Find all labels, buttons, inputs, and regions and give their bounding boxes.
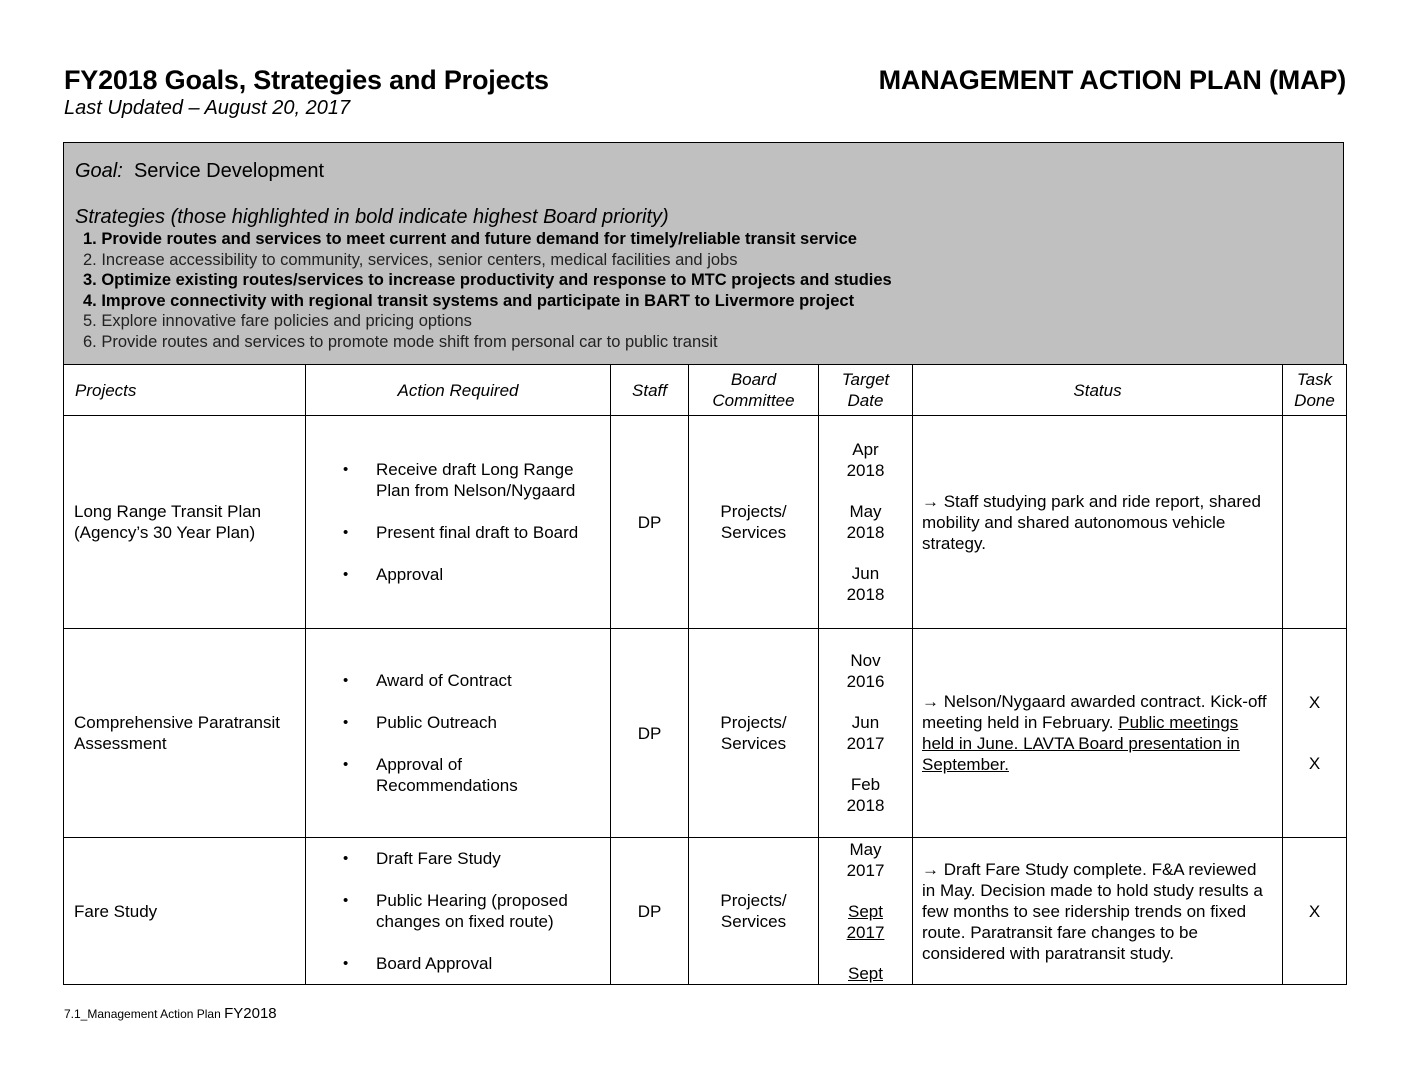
project-cell [64,416,306,629]
status-text-underlined: Public meetings held in June. LAVTA Board presentation in September. [922,713,1240,774]
task-done-cell [1283,629,1347,838]
strategies-list [83,229,892,352]
task-done-cell [1283,838,1347,985]
header-text: Committee [712,391,795,410]
col-header-board-committee [689,365,819,416]
col-header-task-done [1283,365,1347,416]
header-text: Task [1296,370,1333,389]
action-item: • Approval [376,564,610,585]
col-header-staff: Staff [611,365,689,416]
header-text: Board [730,370,777,389]
staff-cell: DP [611,838,689,985]
committee-text: Projects/ [720,713,787,732]
committee-text: Services [720,523,787,542]
staff-cell: DP [611,416,689,629]
projects-table [63,364,1347,985]
target-date: Apr 2018 [846,440,885,480]
strategy-item: 6. Provide routes and services to promote mode shift from personal car to public transit [83,332,718,351]
committee-cell [689,416,819,629]
plan-title: MANAGEMENT ACTION PLAN (MAP) [878,65,1346,95]
target-date-cell [819,838,913,985]
target-date: May 2017 [846,839,885,880]
project-subtitle: Assessment [74,734,167,753]
task-done-mark: X [1308,754,1321,773]
project-name: Fare Study [74,901,158,921]
project-cell [64,838,306,985]
task-done-mark: X [1308,693,1321,712]
target-date-cell [819,629,913,838]
header-text: Date [847,391,884,410]
staff-cell: DP [611,629,689,838]
target-date: Nov 2016 [846,651,885,691]
col-header-projects: Projects [64,365,306,416]
goal-strategies-panel [63,142,1344,364]
status-text: → Staff studying park and ride report, shared mobility and shared autonomous vehicle strategy. [922,491,1261,553]
page-footer [64,1005,277,1023]
task-done-cell [1283,416,1347,629]
target-date: Jun 2017 [846,713,885,753]
status-cell [913,838,1283,985]
strategies-heading: Strategies (those highlighted in bold indicate highest Board priority) [75,206,669,228]
table-header-row [64,365,1347,416]
col-header-status: Status [913,365,1283,416]
action-list [306,670,610,796]
target-date: May 2018 [846,502,885,542]
action-item: • Award of Contract [376,670,610,691]
target-date: Feb 2018 [846,775,885,815]
target-date: Sept 2017 [846,901,885,942]
status-cell [913,416,1283,629]
table-row [64,629,1347,838]
goal-label: Goal: [75,160,123,182]
goal-value: Service Development [133,160,325,182]
table-row [64,838,1347,985]
committee-text: Services [720,734,787,753]
target-date-cell [819,416,913,629]
status-cell [913,629,1283,838]
last-updated: Last Updated – August 20, 2017 [64,97,351,119]
status-text: → Draft Fare Study complete. F&A reviewed in May. Decision made to hold study results a few months to see ridership trends on fixed route. Paratransit fare changes to be considered with paratransit study. [922,859,1263,963]
action-cell [306,838,611,985]
action-cell [306,629,611,838]
task-done-mark: X [1308,901,1321,921]
target-date: Jun 2018 [846,564,885,604]
col-header-target-date [819,365,913,416]
footer-filename: 7.1_Management Action Plan [64,1007,225,1021]
action-item: • Board Approval [376,953,610,974]
status-text: → Nelson/Nygaard awarded contract. Kick-off meeting held in February. [922,692,1267,732]
project-name: Comprehensive Paratransit [74,713,280,732]
action-cell [306,416,611,629]
action-item: • Approval of Recommendations [376,754,536,796]
action-item: • Draft Fare Study [376,848,610,869]
goal-line [75,158,324,184]
action-item: • Receive draft Long Range Plan from Nelson/Nygaard [376,459,610,501]
strategy-item: 4. Improve connectivity with regional transit systems and participate in BART to Livermore project [83,291,855,310]
col-header-action: Action Required [306,365,611,416]
committee-text: Projects/ [720,502,787,521]
action-item: • Public Outreach [376,712,610,733]
strategy-item: 1. Provide routes and services to meet current and future demand for timely/reliable transit service [83,230,857,248]
strategy-item: 5. Explore innovative fare policies and pricing options [83,312,472,330]
action-item: • Public Hearing (proposed changes on fixed route) [376,890,586,932]
committee-cell [689,629,819,838]
table-row [64,416,1347,629]
page-header [64,64,549,120]
strategy-item: 2. Increase accessibility to community, services, senior centers, medical facilities and jobs [83,250,738,269]
committee-text: Projects/ [720,891,787,910]
page-title: FY2018 Goals, Strategies and Projects [64,65,549,95]
target-date: Sept [848,963,883,983]
committee-cell [689,838,819,985]
committee-text: Services [720,912,787,931]
action-item: • Present final draft to Board [376,522,610,543]
footer-year: FY2018 [224,1005,277,1022]
action-list [306,459,610,585]
action-list [306,848,610,974]
strategy-item: 3. Optimize existing routes/services to increase productivity and response to MTC projects and studies [83,271,892,289]
project-cell [64,629,306,838]
project-name: Long Range Transit Plan [74,502,262,521]
project-subtitle: (Agency’s 30 Year Plan) [74,523,256,542]
header-text: Done [1294,391,1335,410]
header-text: Target [841,370,890,389]
